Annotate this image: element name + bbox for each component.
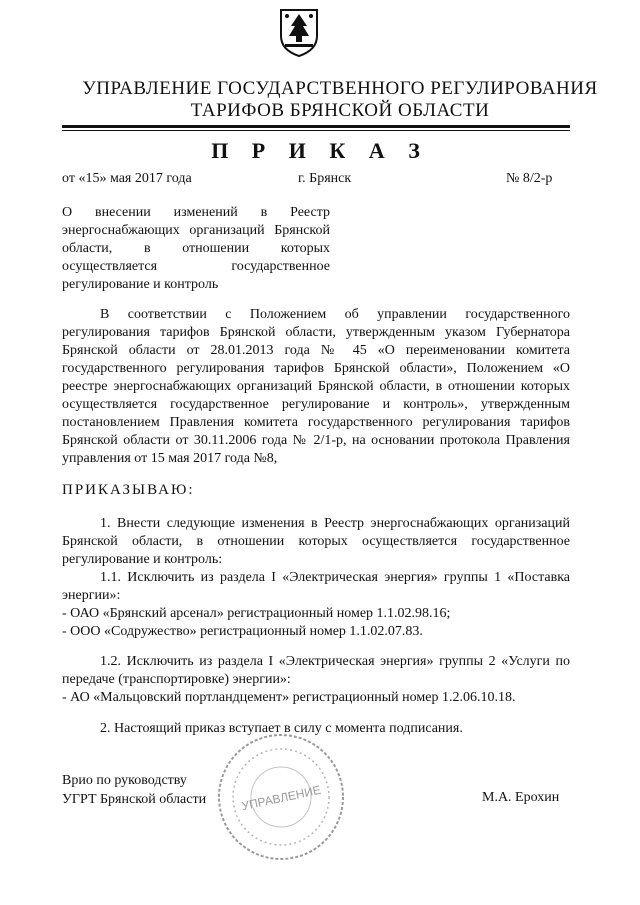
document-type-title: П Р И К А З — [211, 138, 429, 163]
item-1-2: 1.2. Исключить из раздела I «Электрическая энергия» группы 2 «Услуги по передаче (транспортировке) энергии»: — [62, 654, 570, 687]
coat-of-arms-icon — [277, 6, 321, 58]
official-stamp — [214, 730, 348, 864]
signer-name: М.А. Ерохин — [482, 790, 560, 805]
document-number: № 8/2-р — [506, 171, 553, 186]
document-date — [62, 171, 192, 187]
org-title-line-1: УПРАВЛЕНИЕ ГОСУДАРСТВЕННОГО РЕГУЛИРОВАНИЯ — [82, 78, 598, 99]
header-rule-thin — [62, 130, 570, 131]
item-1: 1. Внести следующие изменения в Реестр энергоснабжающих организаций Брянской области, в отношении которых осуществляется государственное регулирование и контроль: — [62, 516, 570, 567]
signer-position — [62, 771, 206, 809]
item-1-1-entry-2: - ООО «Содружество» регистрационный номер 1.1.02.07.83. — [62, 624, 423, 639]
org-title-line-2: ТАРИФОВ БРЯНСКОЙ ОБЛАСТИ — [190, 100, 490, 121]
date-prefix: от — [62, 171, 75, 186]
order-word: ПРИКАЗЫВАЮ: — [62, 482, 195, 498]
item-1-1: 1.1. Исключить из раздела I «Электрическая энергия» группы 1 «Поставка энергии»: — [62, 570, 570, 603]
basis-paragraph: В соответствии с Положением об управлении государственного регулирования тарифов Брянской области, утвержденным указом Губернатора Брянской области от 28.01.2013 года № 45 «О переименовании комитета государственного регулирования тарифов Брянской области», Положением «О реестре энергоснабжающих организаций Брянской области, в отношении которых осуществляется государственное регулирование и контроль», утвержденным постановлением Правления комитета государственного регулирования тарифов Брянской области от 30.11.2006 года № 2/1-р, на основании протокола Правления управления от 15 мая 2017 года №8, — [62, 307, 570, 466]
date-rest: мая 2017 года — [109, 171, 192, 186]
date-day: «15» — [78, 171, 107, 186]
item-2: 2. Настоящий приказ вступает в силу с момента подписания. — [100, 721, 463, 736]
header-rule-thick — [62, 125, 570, 128]
document-city: г. Брянск — [298, 171, 352, 186]
signer-position-line-2: УГРТ Брянской области — [62, 792, 207, 807]
signer-position-line-1: Врио по руководству — [62, 773, 187, 788]
item-1-1-entry-1: - ОАО «Брянский арсенал» регистрационный номер 1.1.02.98.16; — [62, 606, 451, 621]
document-subject: О внесении изменений в Реестр энергоснабжающих организаций Брянской области, в отношении которых осуществляется государственное регулирование и контроль — [62, 205, 330, 292]
stamp-text: УПРАВЛЕНИЕ — [240, 782, 323, 814]
item-1-2-entry-1: - АО «Мальцовский портландцемент» регистрационный номер 1.2.06.10.18. — [62, 690, 516, 705]
